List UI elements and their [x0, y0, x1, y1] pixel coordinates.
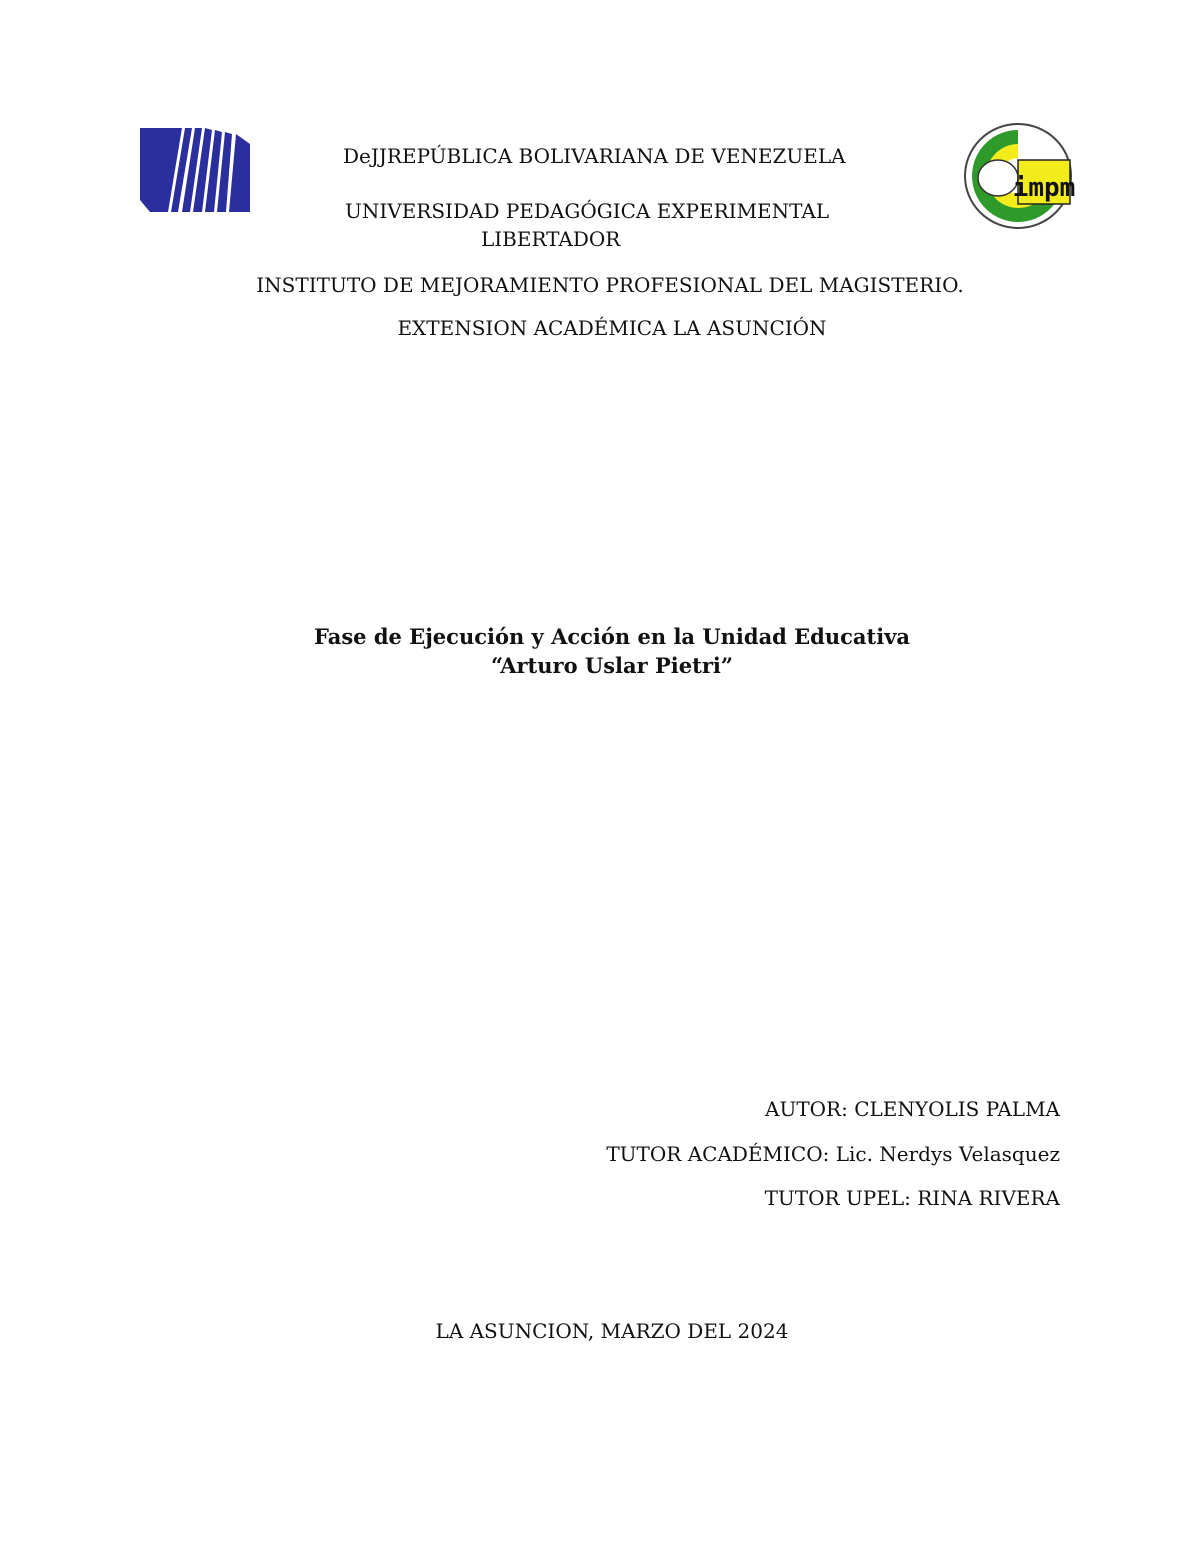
header-libertador: LIBERTADOR — [481, 227, 621, 251]
header-instituto: INSTITUTO DE MEJORAMIENTO PROFESIONAL DEL MAGISTERIO. — [256, 273, 964, 297]
header-universidad: UNIVERSIDAD PEDAGÓGICA EXPERIMENTAL — [345, 199, 830, 223]
document-title: Fase de Ejecución y Acción en la Unidad Educativa — [313, 624, 911, 649]
document-subtitle: “Arturo Uslar Pietri” — [491, 653, 733, 678]
academic-tutor-credit: TUTOR ACADÉMICO: Lic. Nerdys Velasquez — [606, 1142, 1060, 1166]
header-republica: DeJJREPÚBLICA BOLIVARIANA DE VENEZUELA — [343, 144, 846, 168]
upel-logo-icon — [138, 126, 254, 214]
author-credit: AUTOR: CLENYOLIS PALMA — [765, 1097, 1060, 1121]
upel-tutor-credit: TUTOR UPEL: RINA RIVERA — [764, 1186, 1060, 1210]
impm-logo-icon — [962, 120, 1078, 232]
header-extension: EXTENSION ACADÉMICA LA ASUNCIÓN — [397, 316, 827, 340]
svg-text:impm: impm — [1012, 173, 1076, 203]
place-date: LA ASUNCION, MARZO DEL 2024 — [435, 1319, 789, 1343]
